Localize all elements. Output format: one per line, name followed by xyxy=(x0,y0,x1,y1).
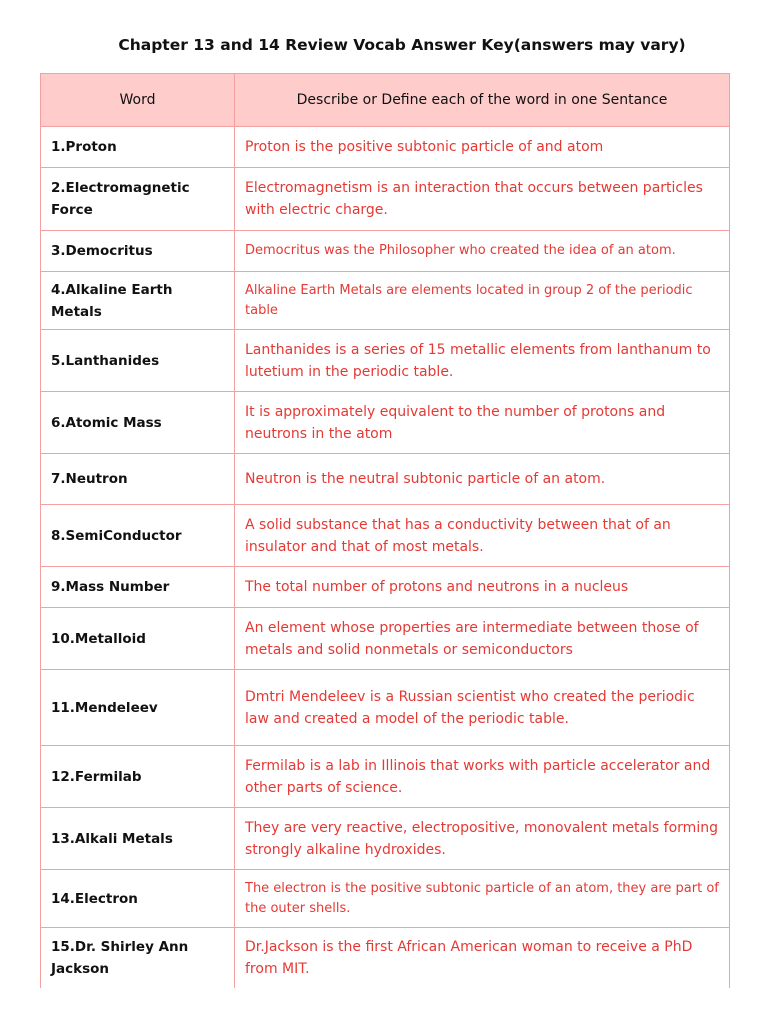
vocab-word: 12.Fermilab xyxy=(41,746,235,808)
vocab-definition: Lanthanides is a series of 15 metallic elements from lanthanum to lutetium in the periodic table. xyxy=(235,330,730,392)
table-row xyxy=(41,168,730,231)
vocab-definition: The electron is the positive subtonic particle of an atom, they are part of the outer shells. xyxy=(235,870,730,928)
vocab-word: 7.Neutron xyxy=(41,454,235,505)
vocab-word: 13.Alkali Metals xyxy=(41,808,235,870)
table-row xyxy=(41,330,730,392)
page-title: Chapter 13 and 14 Review Vocab Answer Key(answers may vary) xyxy=(118,36,686,54)
vocab-definition: Democritus was the Philosopher who created the idea of an atom. xyxy=(235,231,730,272)
table-row xyxy=(41,670,730,746)
table-row xyxy=(41,127,730,168)
vocab-word: 14.Electron xyxy=(41,870,235,928)
vocab-definition: Dr.Jackson is the first African American woman to receive a PhD from MIT. xyxy=(235,928,730,988)
table-row xyxy=(41,608,730,670)
table-row xyxy=(41,392,730,454)
vocab-table xyxy=(40,73,730,988)
vocab-word: 8.SemiConductor xyxy=(41,505,235,567)
vocab-definition: Neutron is the neutral subtonic particle of an atom. xyxy=(235,454,730,505)
table-row xyxy=(41,870,730,928)
vocab-definition: Electromagnetism is an interaction that occurs between particles with electric charge. xyxy=(235,168,730,231)
vocab-word: 3.Democritus xyxy=(41,231,235,272)
vocab-definition: The total number of protons and neutrons in a nucleus xyxy=(235,567,730,608)
table-row xyxy=(41,231,730,272)
table-row xyxy=(41,272,730,330)
vocab-definition: A solid substance that has a conductivity between that of an insulator and that of most metals. xyxy=(235,505,730,567)
table-row xyxy=(41,454,730,505)
vocab-word: 10.Metalloid xyxy=(41,608,235,670)
vocab-definition: Fermilab is a lab in Illinois that works with particle accelerator and other parts of science. xyxy=(235,746,730,808)
vocab-definition: An element whose properties are intermediate between those of metals and solid nonmetals or semiconductors xyxy=(235,608,730,670)
column-header-definition: Describe or Define each of the word in one Sentance xyxy=(235,74,730,127)
vocab-definition: Proton is the positive subtonic particle of and atom xyxy=(235,127,730,168)
vocab-word: 11.Mendeleev xyxy=(41,670,235,746)
vocab-definition: Dmtri Mendeleev is a Russian scientist who created the periodic law and created a model of the periodic table. xyxy=(235,670,730,746)
table-row xyxy=(41,505,730,567)
table-row xyxy=(41,808,730,870)
vocab-word: 6.Atomic Mass xyxy=(41,392,235,454)
vocab-definition: It is approximately equivalent to the number of protons and neutrons in the atom xyxy=(235,392,730,454)
table-row xyxy=(41,746,730,808)
vocab-word: 9.Mass Number xyxy=(41,567,235,608)
vocab-word: 5.Lanthanides xyxy=(41,330,235,392)
vocab-word: 2.Electromagnetic Force xyxy=(41,168,235,231)
vocab-definition: Alkaline Earth Metals are elements located in group 2 of the periodic table xyxy=(235,272,730,330)
table-row xyxy=(41,928,730,988)
vocab-definition: They are very reactive, electropositive, monovalent metals forming strongly alkaline hydroxides. xyxy=(235,808,730,870)
vocab-word: 1.Proton xyxy=(41,127,235,168)
vocab-word: 4.Alkaline Earth Metals xyxy=(41,272,235,330)
table-header-row xyxy=(41,74,730,127)
table-row xyxy=(41,567,730,608)
column-header-word: Word xyxy=(41,74,235,127)
vocab-word: 15.Dr. Shirley Ann Jackson xyxy=(41,928,235,988)
